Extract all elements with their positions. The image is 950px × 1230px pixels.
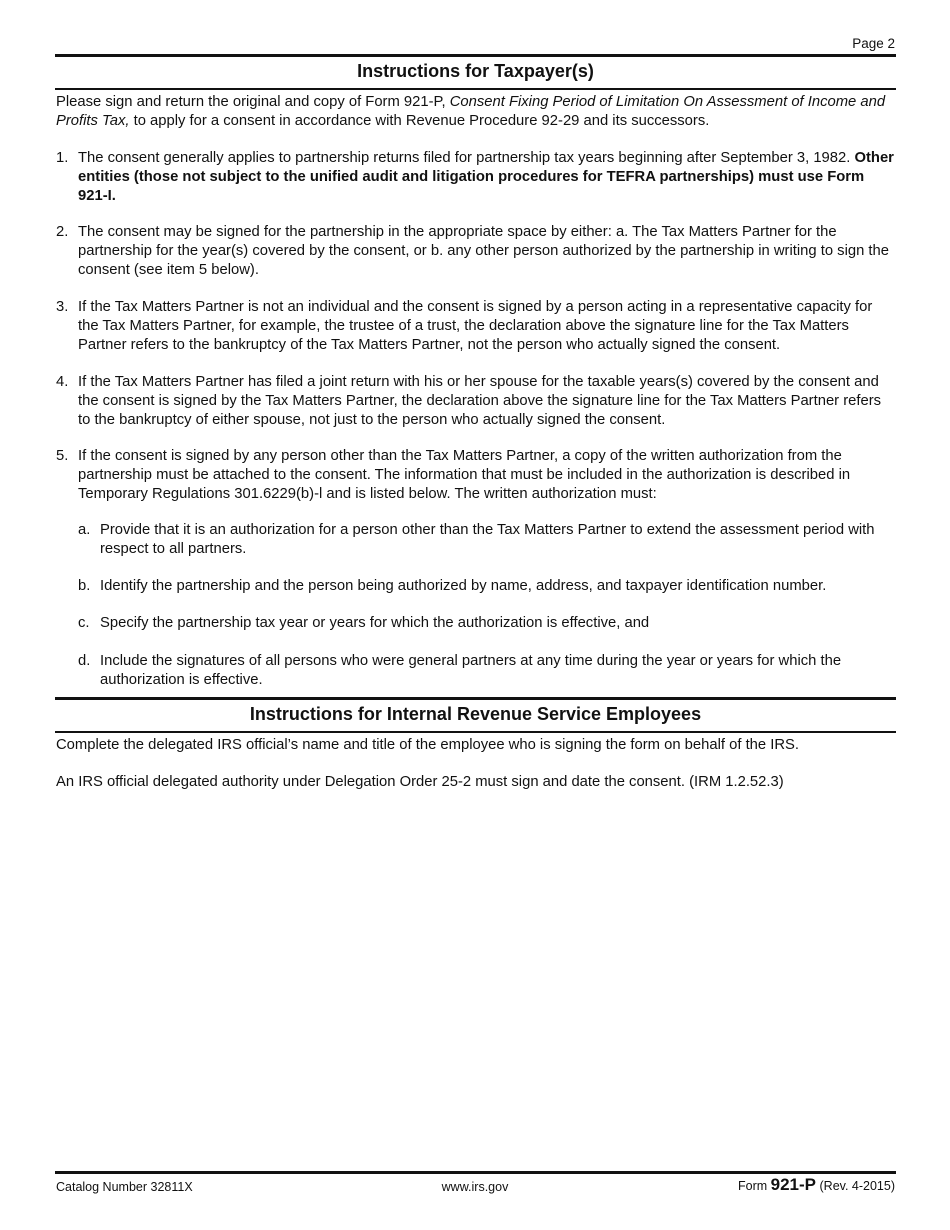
sub-item-text: Provide that it is an authorization for a person other than the Tax Matters Partner to extend the assessment period with respect to all partners. xyxy=(100,522,875,557)
sub-item-d xyxy=(78,652,896,690)
irs-paragraph-2: An IRS official delegated authority under Delegation Order 25-2 must sign and date the consent. (IRM 1.2.52.3) xyxy=(56,774,784,790)
item-text: The consent may be signed for the partnership in the appropriate space by either: a. The Tax Matters Partner for the partnership for the year(s) covered by the consent, or b. any other person authorized by the partnership in writing to sign the consent (see item 5 below). xyxy=(78,224,889,278)
irs-title-rule xyxy=(55,731,896,733)
sub-item-letter: c. xyxy=(78,615,90,631)
item-text: The consent generally applies to partnership returns filed for partnership tax years beginning after September 3, 1982. xyxy=(78,150,855,166)
instruction-item-2 xyxy=(56,223,896,279)
taxpayer-title-rule xyxy=(55,88,896,90)
sub-item-c xyxy=(78,614,896,633)
item-number: 5. xyxy=(56,448,69,464)
catalog-number: Catalog Number 32811X xyxy=(56,1180,193,1194)
intro-text-start: Please sign and return the original and copy of Form 921-P, xyxy=(56,94,450,110)
footer-rule xyxy=(55,1171,896,1174)
item-number: 2. xyxy=(56,224,69,240)
irs-website: www.irs.gov xyxy=(441,1180,509,1194)
page-number: Page 2 xyxy=(852,36,895,51)
instruction-item-5 xyxy=(56,447,896,503)
item-text: If the Tax Matters Partner is not an individual and the consent is signed by a person acting in a representative capacity for the Tax Matters Partner, for example, the trustee of a trust, the declaration above the signature line for the Tax Matters Partner refers to the bankruptcy of the Tax Matters Partner, not the person who actually signed the consent. xyxy=(78,299,873,353)
item-number: 4. xyxy=(56,374,69,390)
instruction-item-4 xyxy=(56,373,896,429)
form-id xyxy=(738,1175,895,1195)
irs-paragraph-1: Complete the delegated IRS official’s name and title of the employee who is signing the form on behalf of the IRS. xyxy=(56,737,800,753)
item-text: If the consent is signed by any person other than the Tax Matters Partner, a copy of the written authorization from the partnership must be attached to the consent. The information that must be included in the authorization is described in Temporary Regulations 301.6229(b)-l and is listed below. The written authorization must: xyxy=(78,448,851,502)
instruction-item-1 xyxy=(56,149,896,205)
item-bold-text: Other entities (those not subject to the unified audit and litigation procedures for TEFRA partnerships) must use Form 921-I. xyxy=(78,150,894,204)
sub-item-letter: d. xyxy=(78,653,91,669)
form-prefix: Form xyxy=(737,1179,768,1193)
sub-item-letter: a. xyxy=(78,522,91,538)
sub-item-text: Identify the partnership and the person being authorized by name, address, and taxpayer identification number. xyxy=(100,578,827,594)
sub-item-letter: b. xyxy=(78,578,91,594)
taxpayer-section-title: Instructions for Taxpayer(s) xyxy=(357,61,594,81)
item-number: 3. xyxy=(56,299,69,315)
intro-paragraph xyxy=(56,93,896,131)
instruction-item-3 xyxy=(56,298,896,354)
sub-item-a xyxy=(78,521,896,559)
irs-section-top-rule xyxy=(55,697,896,700)
irs-section-title: Instructions for Internal Revenue Service Employees xyxy=(249,704,702,724)
sub-item-text: Specify the partnership tax year or years for which the authorization is effective, and xyxy=(100,615,650,631)
sub-item-b xyxy=(78,577,896,596)
intro-text-end: to apply for a consent in accordance with Revenue Procedure 92-29 and its successors. xyxy=(129,112,710,129)
intro-form-title: Consent Fixing Period of Limitation On Assessment of Income and Profits Tax, xyxy=(56,94,886,129)
form-revision: (Rev. 4-2015) xyxy=(819,1179,895,1193)
form-number: 921-P xyxy=(770,1175,817,1194)
item-text: If the Tax Matters Partner has filed a joint return with his or her spouse for the taxable years(s) covered by the consent and the consent is signed by the Tax Matters Partner, the declaration above the signature line for the Tax Matters Partner refers to the bankruptcy of either spouse, not just to the person who actually signed the consent. xyxy=(78,374,882,428)
sub-item-text: Include the signatures of all persons who were general partners at any time during the year or years for which the authorization is effective. xyxy=(100,653,842,688)
top-rule xyxy=(55,54,896,57)
item-number: 1. xyxy=(56,150,69,166)
